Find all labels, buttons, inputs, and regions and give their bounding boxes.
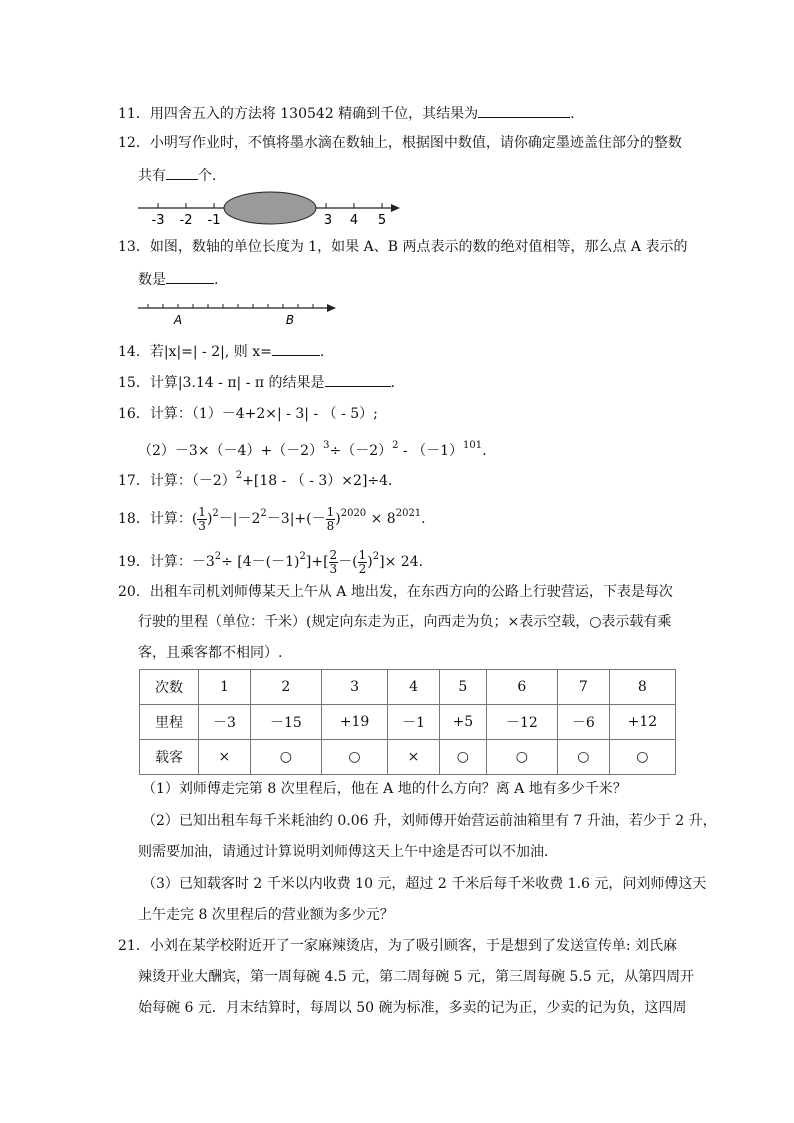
number-line-ab-figure	[138, 298, 343, 330]
question-number: 21．	[118, 938, 150, 954]
question-20-sub2: （2）已知出租车每千米耗油约 0.06 升，刘师傅开始营运前油箱里有 7 升油，若少于 2 升，	[142, 813, 717, 829]
point-a-label: A	[173, 313, 183, 327]
question-number: 20．	[118, 584, 150, 600]
tick-label: -3	[151, 213, 165, 228]
fraction: $\frac{1}{2}$	[358, 547, 367, 576]
answer-blank[interactable]	[478, 103, 570, 118]
question-20-sub2-line2: 则需要加油，请通过计算说明刘师傅这天上午中途是否可以不加油．	[138, 844, 558, 860]
question-text: 计算|3.14 - π| - π 的结果是	[149, 375, 325, 391]
question-number: 15．	[118, 375, 150, 391]
table-row: 次数 1 2 3 4 5 6 7 8	[140, 670, 676, 705]
number-line-inkblot-figure	[138, 190, 408, 232]
table-row: 载客 × ○ ○ × ○ ○ ○ ○	[140, 740, 676, 775]
expr: ÷（－2）	[329, 443, 393, 459]
question-text: .	[214, 272, 219, 288]
question-text: 数是	[138, 272, 166, 288]
fraction: $\frac{1}{3}$	[198, 504, 206, 533]
punct: .	[570, 106, 575, 122]
answer-blank[interactable]	[166, 165, 198, 180]
answer-blank[interactable]	[272, 341, 320, 356]
question-21-line3: 始每碗 6 元．月末结算时，每周以 50 碗为标准，多卖的记为正，少卖的记为负，这四周	[138, 1000, 687, 1016]
question-21-line2: 辣烫开业大酬宾，第一周每碗 4.5 元，第二周每碗 5 元，第三周每碗 5.5 元，从第四周开	[138, 969, 695, 985]
question-11	[118, 103, 575, 124]
question-20-sub1: （1）刘师傅走完第 8 次里程后，他在 A 地的什么方向？离 A 地有多少千米？	[142, 781, 627, 797]
exponent: 101	[463, 440, 483, 451]
question-number: 17．	[118, 473, 150, 489]
question-number: 14．	[118, 344, 150, 360]
exponent: 2	[392, 440, 399, 451]
question-text: 小明写作业时，不慎将墨水滴在数轴上，根据图中数值，请你确定墨迹盖住部分的整数	[149, 135, 682, 151]
expr: 计算：（－2）	[149, 473, 236, 489]
fraction: $\frac{2}{3}$	[329, 547, 338, 576]
table-row: 里程 －3 －15 +19 －1 +5 －12 －6 +12	[140, 705, 676, 740]
expr: （2）－3×（－4）+（－2）	[138, 443, 324, 459]
tick-label: 4	[349, 213, 359, 228]
question-text: 个．	[198, 168, 226, 184]
axis-arrow	[391, 204, 400, 212]
question-18: 18．计算：( $\frac{1}{3}$ )$^2-|-2^2-3|+(-$ $\frac{1}{8}$ )$^{2020} \times 8^{2021}$.	[118, 504, 426, 533]
question-text: 如图，数轴的单位长度为 1，如果 A、B 两点表示的数的绝对值相等，那么点 A 表示的	[149, 239, 688, 255]
question-16-line2	[138, 436, 487, 461]
expr: +[18 - （ - 3）×2]÷4．	[242, 473, 403, 489]
question-text: 计算：－3	[149, 554, 215, 570]
question-number: 18．	[118, 511, 150, 527]
question-number: 12．	[118, 135, 150, 151]
exponent: 3	[323, 440, 330, 451]
question-16	[118, 404, 378, 424]
question-text: 出租车司机刘师傅某天上午从 A 地出发，在东西方向的公路上行驶营运，下表是每次	[149, 584, 673, 600]
row-header: 载客	[140, 740, 199, 775]
row-header: 次数	[140, 670, 199, 705]
question-20-line3: 客，且乘客都不相同）.	[138, 645, 283, 661]
question-text: 若|x|=| - 2|, 则 x=	[149, 344, 272, 360]
expr: - （－1）	[398, 443, 464, 459]
point-b-label: B	[285, 313, 295, 327]
axis-arrow	[327, 304, 336, 312]
question-19: 19．计算：$-3^2\div [4-(-1)^2]+$[ $\frac{2}{3}$ －( $\frac{1}{2}$ )$^2$]× 24．	[118, 547, 433, 576]
question-14	[118, 341, 324, 362]
question-text: 小刘在某学校附近开了一家麻辣烫店，为了吸引顾客，于是想到了发送宣传单: 刘氏麻	[149, 938, 677, 954]
question-text: 用四舍五入的方法将 130542 精确到千位，其结果为	[149, 106, 479, 122]
trip-table	[139, 669, 676, 775]
question-number: 11．	[118, 106, 150, 122]
answer-blank[interactable]	[325, 372, 391, 387]
question-12	[118, 133, 682, 153]
question-number: 16．	[118, 406, 150, 422]
question-15	[118, 372, 395, 393]
question-13	[118, 237, 688, 257]
question-20	[118, 582, 673, 602]
question-text: 计算：（1）－4+2×| - 3| - （ - 5）;	[149, 406, 378, 422]
expr: .	[482, 443, 487, 459]
exponent: 2	[235, 470, 243, 481]
tick-label: -1	[207, 213, 221, 228]
ink-blot	[224, 192, 316, 224]
fraction: $\frac{1}{8}$	[326, 504, 335, 533]
answer-blank[interactable]	[166, 269, 214, 284]
tick-label: 5	[377, 213, 387, 228]
question-text: 共有	[138, 168, 166, 184]
question-number: 13．	[118, 239, 150, 255]
question-21	[118, 936, 677, 956]
tick-label: 3	[323, 213, 333, 228]
tick-label: -2	[179, 213, 193, 228]
question-20-sub3: （3）已知载客时 2 千米以内收费 10 元，超过 2 千米后每千米收费 1.6 元，问刘师傅这天	[142, 876, 707, 892]
punct: .	[390, 375, 396, 391]
question-20-sub3-line2: 上午走完 8 次里程后的营业额为多少元？	[138, 907, 394, 923]
question-number: 19．	[118, 554, 150, 570]
question-text: 计算：	[149, 511, 192, 527]
question-13-line2	[138, 269, 218, 290]
question-17	[118, 466, 402, 491]
question-20-line2: 行驶的里程（单位：千米）(规定向东走为正，向西走为负；×表示空载，○表示载有乘	[138, 614, 672, 630]
punct: .	[319, 344, 325, 360]
row-header: 里程	[140, 705, 199, 740]
question-12-line2	[138, 165, 226, 186]
